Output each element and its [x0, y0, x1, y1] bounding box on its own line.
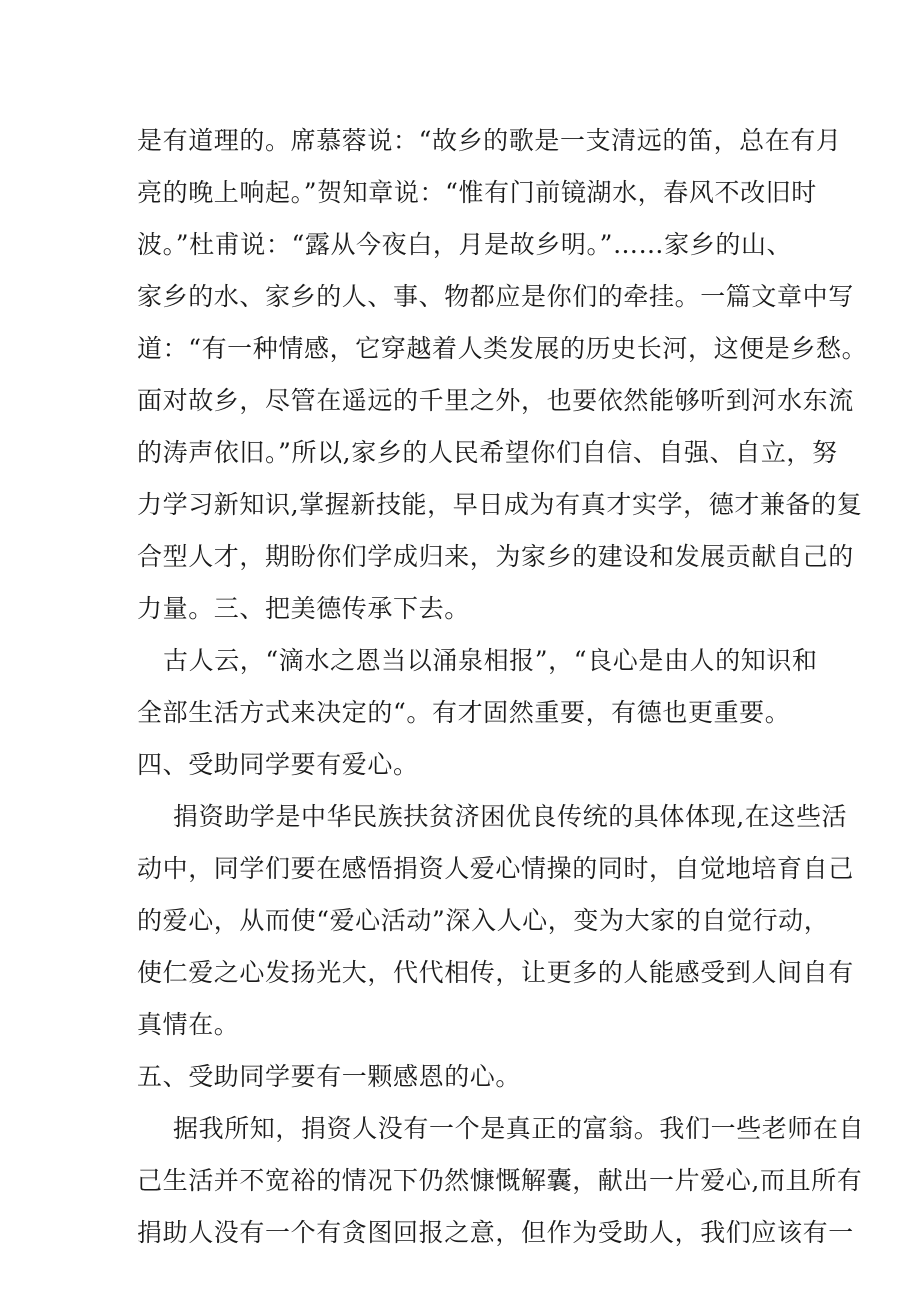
paragraph-line: 动中，同学们要在感悟捐资人爱心情操的同时，自觉地培育自己: [137, 854, 854, 883]
paragraph-line: 是有道理的。席慕蓉说：“故乡的歌是一支清远的笛，总在有月: [137, 126, 842, 155]
paragraph-line: 使仁爱之心发扬光大，代代相传，让更多的人能感受到人间自有: [137, 958, 854, 987]
paragraph-line: 力量。三、把美德传承下去。: [137, 594, 470, 623]
paragraph-line: 捐资助学是中华民族扶贫济困优良传统的具体体现,在这些活: [173, 802, 848, 831]
paragraph-line: 全部生活方式来决定的“。有才固然重要，有德也更重要。: [137, 698, 791, 727]
paragraph-line: 面对故乡，尽管在遥远的千里之外，也要依然能够听到河水东流: [137, 386, 854, 415]
paragraph-line: 亮的晚上响起。”贺知章说：“惟有门前镜湖水，春风不改旧时: [137, 178, 817, 207]
paragraph-line: 己生活并不宽裕的情况下仍然慷慨解囊，献出一片爱心,而且所有: [137, 1166, 863, 1195]
paragraph-line: 合型人才，期盼你们学成归来，为家乡的建设和发展贡献自己的: [137, 542, 854, 571]
paragraph-line: 道：“有一种情感，它穿越着人类发展的历史长河，这便是乡愁。: [137, 334, 868, 363]
paragraph-line: 的涛声依旧。”所以,家乡的人民希望你们自信、自强、自立，努: [137, 438, 838, 467]
paragraph-line: 家乡的水、家乡的人、事、物都应是你们的牵挂。一篇文章中写: [137, 282, 854, 311]
paragraph-line: 的爱心，从而使“爱心活动”深入人心，变为大家的自觉行动，: [137, 906, 830, 935]
section-heading: 五、受助同学要有一颗感恩的心。: [137, 1062, 522, 1091]
paragraph-line: 古人云，“滴水之恩当以涌泉相报”，“良心是由人的知识和: [163, 646, 818, 675]
paragraph-line: 捐助人没有一个有贪图回报之意，但作为受助人，我们应该有一: [137, 1218, 854, 1247]
paragraph-line: 波。”杜甫说：“露从今夜白，月是故乡明。”……家乡的山、: [137, 230, 793, 259]
paragraph-line: 真情在。: [137, 1010, 240, 1039]
paragraph-line: 据我所知，捐资人没有一个是真正的富翁。我们一些老师在自: [173, 1114, 865, 1143]
section-heading: 四、受助同学要有爱心。: [137, 750, 419, 779]
paragraph-line: 力学习新知识,掌握新技能，早日成为有真才实学，德才兼备的复: [137, 490, 863, 519]
